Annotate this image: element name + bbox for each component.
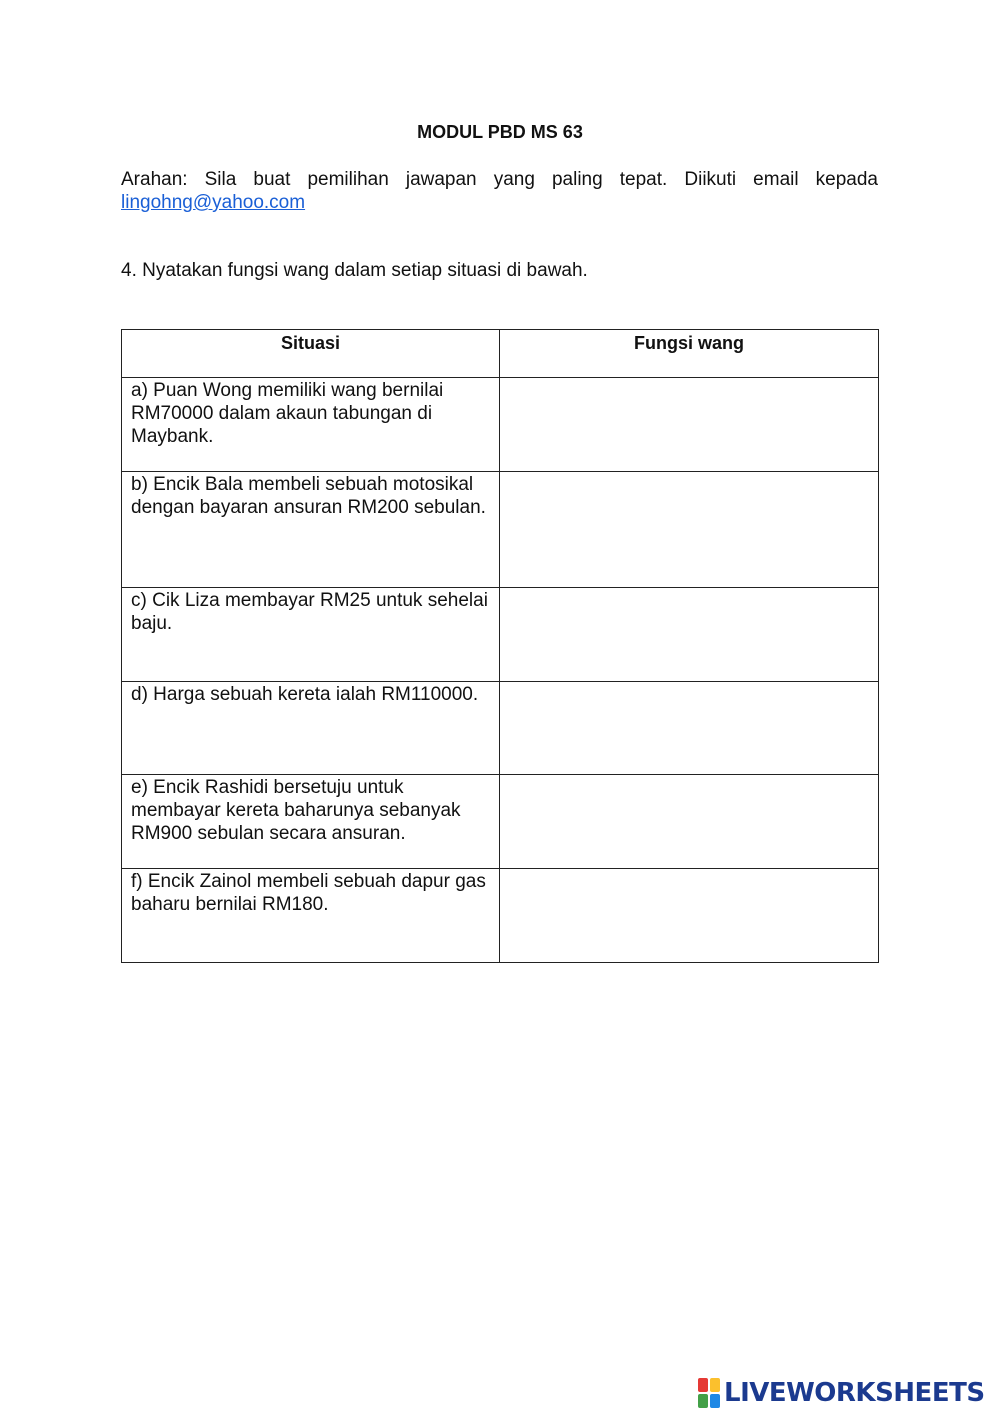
logo-text: LIVEWORKSHEETS: [724, 1378, 985, 1408]
table-row: [122, 378, 879, 472]
answer-field-f[interactable]: [500, 869, 879, 963]
logo-block-blue: [710, 1394, 720, 1408]
situasi-cell-f: f) Encik Zainol membeli sebuah dapur gas baharu bernilai RM180.: [122, 869, 500, 963]
header-situasi: Situasi: [122, 330, 500, 378]
table-header-row: [122, 330, 879, 378]
answer-field-e[interactable]: [500, 775, 879, 869]
situasi-cell-b: b) Encik Bala membeli sebuah motosikal dengan bayaran ansuran RM200 sebulan.: [122, 472, 500, 588]
logo-block-green: [698, 1394, 708, 1408]
table-row: [122, 775, 879, 869]
answer-field-b[interactable]: [500, 472, 879, 588]
table-row: [122, 588, 879, 682]
page-title: MODUL PBD MS 63: [417, 122, 583, 142]
answer-field-d[interactable]: [500, 682, 879, 775]
answer-field-c[interactable]: [500, 588, 879, 682]
liveworksheets-logo[interactable]: [698, 1378, 985, 1408]
situasi-cell-e: e) Encik Rashidi bersetuju untuk membayar kereta baharunya sebanyak RM900 sebulan secara ansuran.: [122, 775, 500, 869]
logo-block-red: [698, 1378, 708, 1392]
situasi-cell-d: d) Harga sebuah kereta ialah RM110000.: [122, 682, 500, 775]
logo-block-yellow: [710, 1378, 720, 1392]
question-text: 4. Nyatakan fungsi wang dalam setiap situasi di bawah.: [121, 260, 588, 281]
email-link[interactable]: lingohng@yahoo.com: [121, 192, 306, 213]
situasi-cell-c: c) Cik Liza membayar RM25 untuk sehelai baju.: [122, 588, 500, 682]
table-row: [122, 682, 879, 775]
header-fungsi-wang: Fungsi wang: [500, 330, 879, 378]
table-row: [122, 472, 879, 588]
situasi-cell-a: a) Puan Wong memiliki wang bernilai RM70000 dalam akaun tabungan di Maybank.: [122, 378, 500, 472]
table-row: [122, 869, 879, 963]
worksheet-table: [121, 329, 879, 963]
email-line: [121, 191, 305, 214]
instruction-text: Arahan: Sila buat pemilihan jawapan yang paling tepat. Diikuti email kepada: [121, 169, 878, 190]
liveworksheets-logo-icon: [698, 1378, 720, 1408]
answer-field-a[interactable]: [500, 378, 879, 472]
